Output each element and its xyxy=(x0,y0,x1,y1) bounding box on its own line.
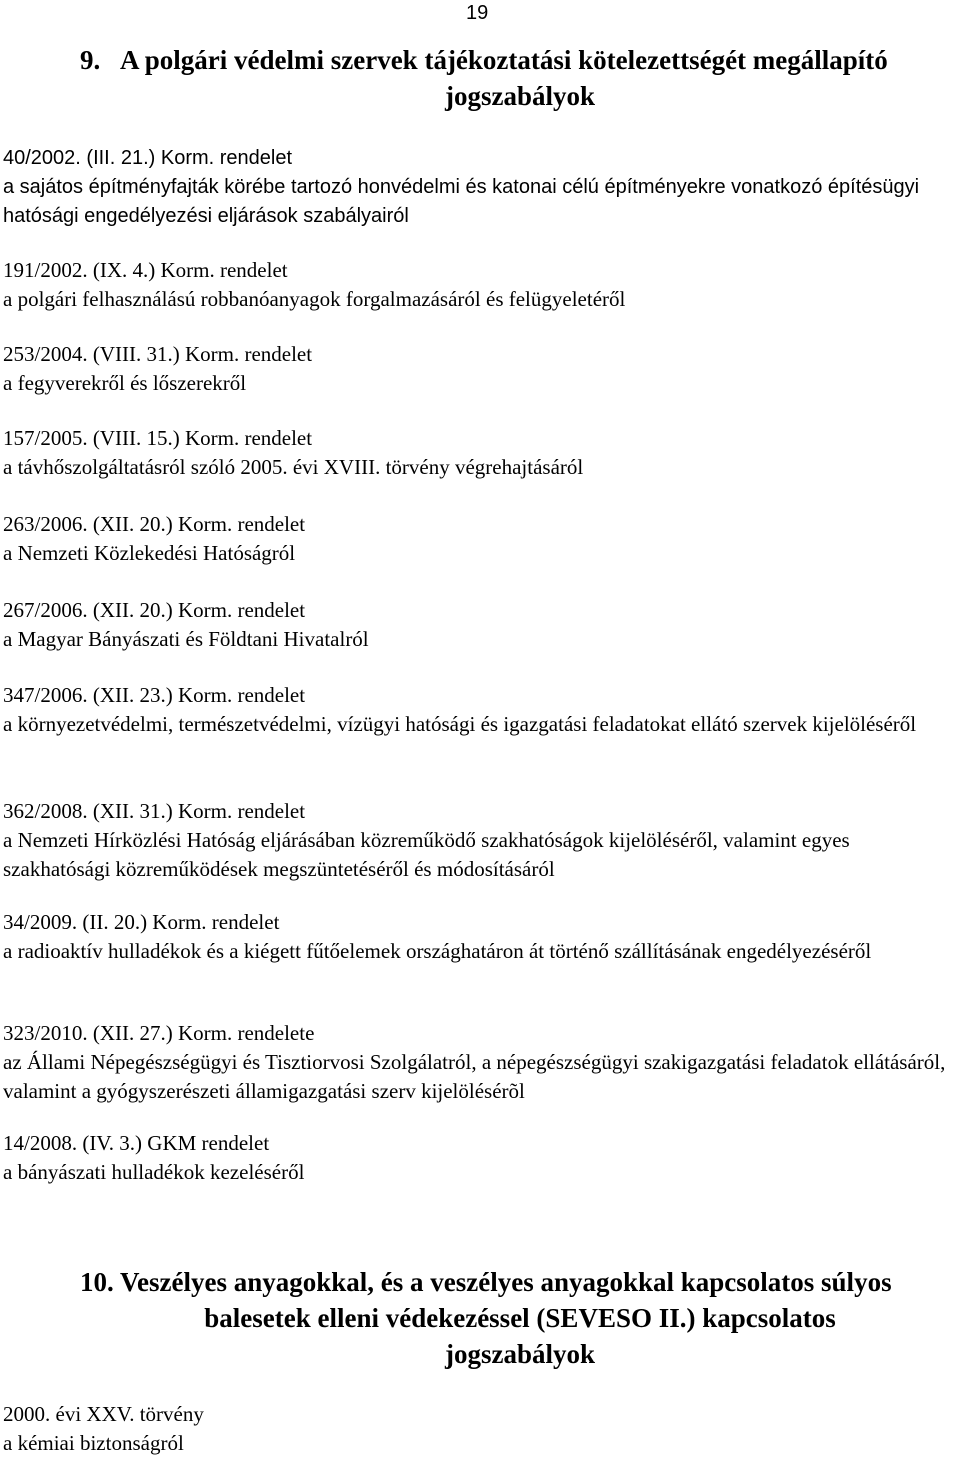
section-10-number: 10. xyxy=(80,1267,114,1297)
law-reference: 34/2009. (II. 20.) Korm. rendelet xyxy=(3,910,280,934)
law-entry xyxy=(3,144,956,231)
law-reference: 263/2006. (XII. 20.) Korm. rendelet xyxy=(3,512,306,536)
section-10-heading xyxy=(80,1264,960,1372)
law-entry xyxy=(3,256,956,314)
law-entry xyxy=(3,681,956,739)
law-title: a távhőszolgáltatásról szóló 2005. évi XVIII. törvény végrehajtásáról xyxy=(3,455,584,479)
law-entry xyxy=(3,1400,956,1458)
law-reference: 157/2005. (VIII. 15.) Korm. rendelet xyxy=(3,426,313,450)
law-title: a polgári felhasználású robbanóanyagok forgalmazásáról és felügyeletéről xyxy=(3,287,626,311)
law-reference: 191/2002. (IX. 4.) Korm. rendelet xyxy=(3,258,288,282)
law-reference: 347/2006. (XII. 23.) Korm. rendelet xyxy=(3,683,306,707)
law-entry xyxy=(3,424,956,482)
law-title: a sajátos építményfajták körébe tartozó honvédelmi és katonai célú építményekre vonatkozó építésügyi hatósági engedélyezési eljárások szabályairól xyxy=(3,176,920,227)
section-10-title-line2: balesetek elleni védekezéssel (SEVESO II.) kapcsolatos xyxy=(204,1303,836,1333)
section-10-title-line1: Veszélyes anyagokkal, és a veszélyes anyagokkal kapcsolatos súlyos xyxy=(120,1267,892,1297)
law-entry xyxy=(3,908,956,966)
law-entry xyxy=(3,596,956,654)
section-9-number: 9. xyxy=(80,45,101,75)
law-reference: 2000. évi XXV. törvény xyxy=(3,1402,204,1426)
section-9-title-line1: A polgári védelmi szervek tájékoztatási kötelezettségét megállapító xyxy=(120,45,888,75)
law-reference: 14/2008. (IV. 3.) GKM rendelet xyxy=(3,1131,270,1155)
law-reference: 267/2006. (XII. 20.) Korm. rendelet xyxy=(3,598,306,622)
law-entry xyxy=(3,340,956,398)
law-entry xyxy=(3,1019,956,1106)
section-9-heading xyxy=(80,42,960,114)
law-entry xyxy=(3,797,956,884)
law-title: a kémiai biztonságról xyxy=(3,1431,184,1455)
law-reference: 253/2004. (VIII. 31.) Korm. rendelet xyxy=(3,342,313,366)
section-9-title-line2: jogszabályok xyxy=(444,81,596,111)
law-title: a fegyverekről és lőszerekről xyxy=(3,371,247,395)
law-title: a bányászati hulladékok kezeléséről xyxy=(3,1160,305,1184)
law-entry xyxy=(3,510,956,568)
law-reference: 362/2008. (XII. 31.) Korm. rendelet xyxy=(3,799,306,823)
law-reference: 40/2002. (III. 21.) Korm. rendelet xyxy=(3,147,293,169)
law-title: a Magyar Bányászati és Földtani Hivatalról xyxy=(3,627,369,651)
law-entry xyxy=(3,1129,956,1187)
law-title: az Állami Népegészségügyi és Tisztiorvosi Szolgálatról, a népegészségügyi szakigazgatási feladatok ellátásáról, valamint a gyógyszerészeti államigazgatási szerv kijelölésérõl xyxy=(3,1050,946,1103)
law-title: a Nemzeti Közlekedési Hatóságról xyxy=(3,541,296,565)
section-10-title-line3: jogszabályok xyxy=(444,1339,596,1369)
law-reference: 323/2010. (XII. 27.) Korm. rendelete xyxy=(3,1021,315,1045)
law-title: a Nemzeti Hírközlési Hatóság eljárásában közreműködő szakhatóságok kijelöléséről, valamint egyes szakhatósági közreműködések megszüntetéséről és módosításáról xyxy=(3,828,850,881)
page-number: 19 xyxy=(466,2,489,24)
law-title: a radioaktív hulladékok és a kiégett fűtőelemek országhatáron át történő szállításának engedélyezéséről xyxy=(3,939,872,963)
law-title: a környezetvédelmi, természetvédelmi, vízügyi hatósági és igazgatási feladatokat ellátó szervek kijelöléséről xyxy=(3,712,917,736)
